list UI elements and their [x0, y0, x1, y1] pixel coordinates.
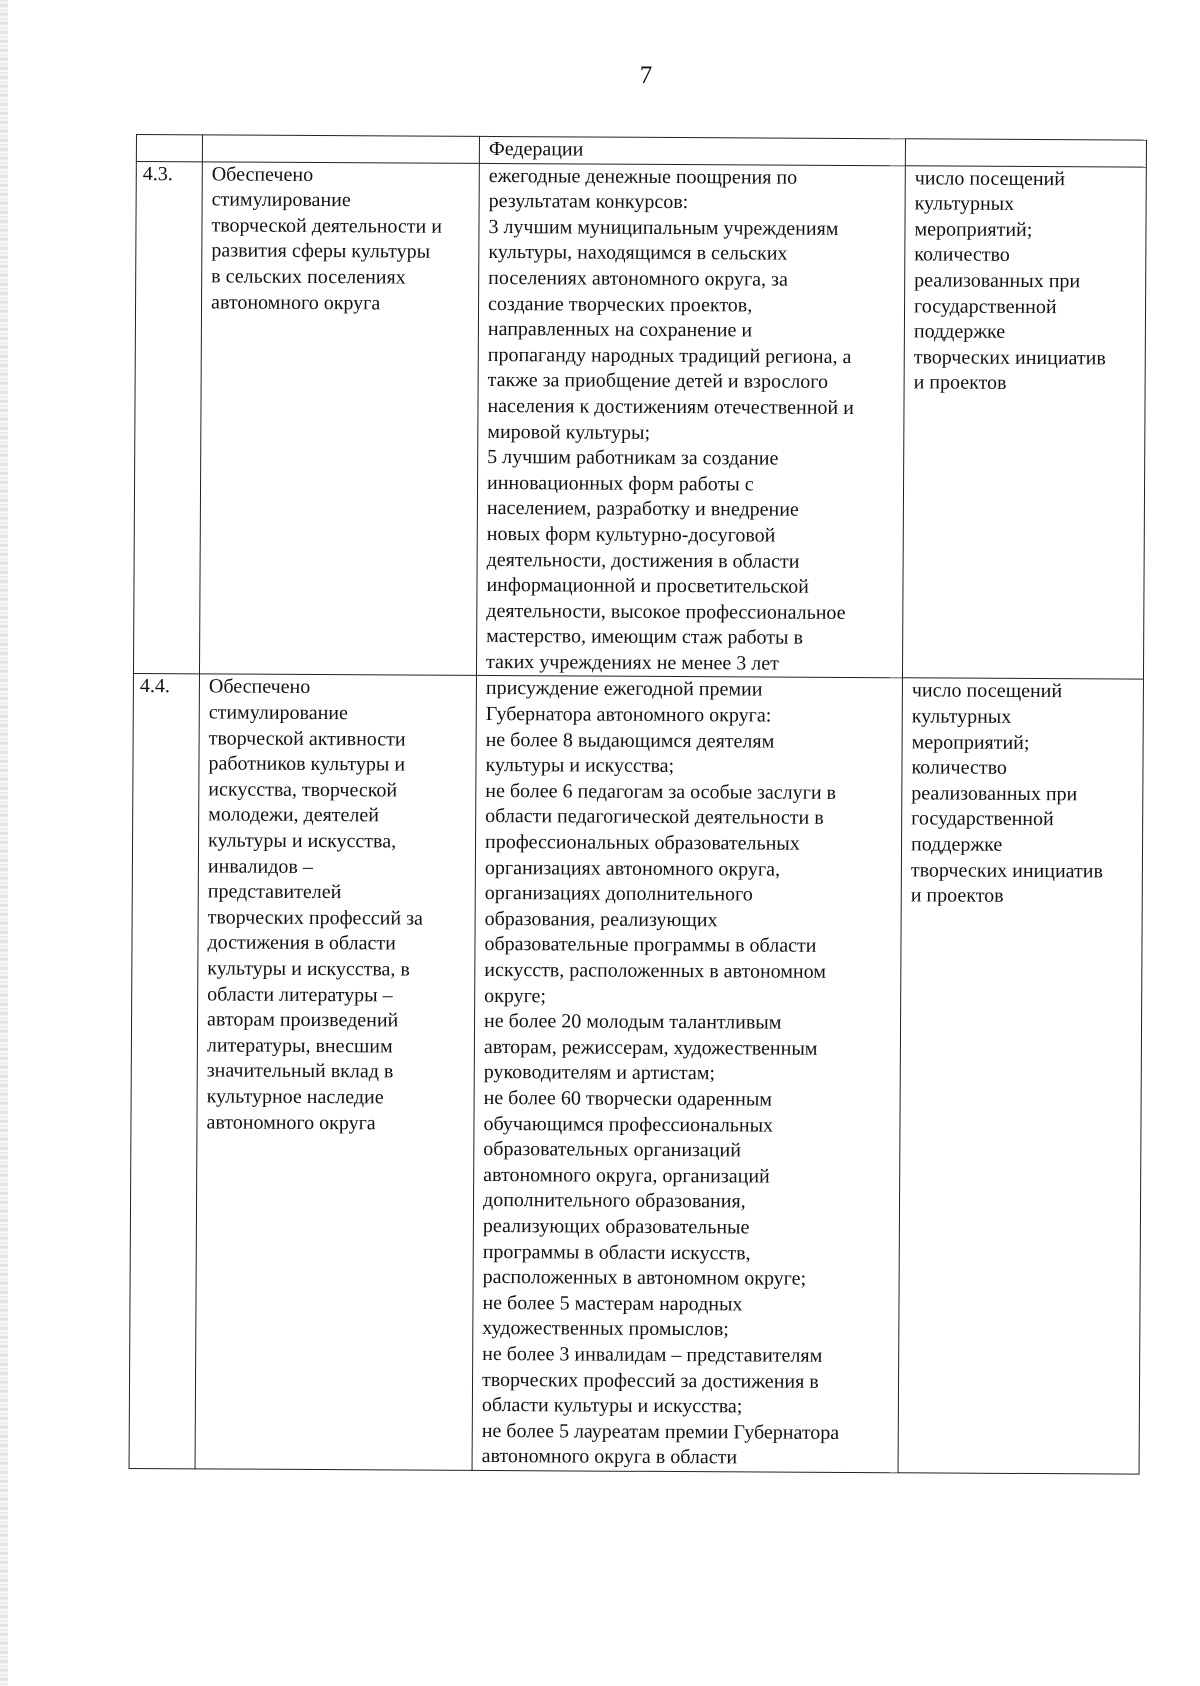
page-number: 7 [639, 62, 653, 89]
continuation-cell-indicators [905, 139, 1146, 167]
row-number-cell [129, 674, 199, 1469]
indicators-text: число посещений культурных мероприятий; количество реализованных при государственной поддержке творческих инициатив и проектов [913, 166, 1106, 395]
result-cell [195, 674, 476, 1471]
result-text: Обеспечено стимулирование творческой деятельности и развития сферы культуры в сельских поселениях автономного округа [211, 163, 443, 314]
program-table [129, 134, 1147, 1475]
row-number-cell [133, 161, 202, 674]
continuation-cell-result [202, 135, 479, 163]
indicators-cell [902, 165, 1146, 679]
row-number: 4.4. [139, 675, 170, 698]
continuation-text: Федерации [488, 137, 584, 161]
table-row [133, 161, 1146, 680]
result-cell [199, 161, 479, 675]
continuation-cell-measures [479, 136, 905, 165]
measures-cell [472, 676, 902, 1473]
table-row [129, 674, 1143, 1475]
continuation-cell-num [136, 135, 202, 162]
result-text: Обеспечено стимулирование творческой активности работников культуры и искусства, творческой молодежи, деятелей культуры и искусства, инвалидов – представителей творческих профессий за достижения в области культуры и искусства, в области литературы – авторам произведений литературы, внесшим значительный вклад в культурное наследие автономного округа [206, 675, 423, 1134]
measures-cell [476, 163, 905, 678]
indicators-cell [898, 678, 1143, 1474]
scan-edge [0, 0, 8, 1686]
row-number: 4.3. [142, 162, 173, 185]
indicators-text: число посещений культурных мероприятий; количество реализованных при государственной поддержке творческих инициатив и проектов [910, 679, 1104, 908]
measures-text: присуждение ежегодной премии Губернатора автономного округа: не более 8 выдающимся деятелям культуры и искусства; не более 6 педагогам за особые заслуги в области педагогической деятельности в профессиональных образовательных организациях автономного округа, организациях дополнительного образования, реализующих образовательные программы в области искусств, расположенных в автономном округе; не более 20 молодым талантливым авторам, режиссерам, художественным руководителям и артистам; не более 60 творчески одаренным обучающимся профессиональных образовательных организаций автономного округа, организаций дополнительного образования, реализующих образовательные программы в области искусств, расположенных в автономном округе; не более 5 мастерам народных художественных промыслов; не более 3 инвалидам – представителям творческих профессий за достижения в области культуры и искусства; не более 5 лауреатам премии Губернатора автономного округа в области [481, 677, 840, 1469]
measures-text: ежегодные денежные поощрения по результатам конкурсов: 3 лучшим муниципальным учреждениям культуры, находящимся в сельских поселениях автономного округа, за создание творческих проектов, направленных на сохранение и пропаганду народных традиций региона, а также за приобщение детей и взрослого населения к достижениям отечественной и мировой культуры; 5 лучшим работникам за создание инновационных форм работы с населением, разработку и внедрение новых форм культурно-досуговой деятельности, достижения в области информационной и просветительской деятельности, высокое профессиональное мастерство, имеющим стаж работы в таких учреждениях не менее 3 лет [485, 164, 854, 675]
